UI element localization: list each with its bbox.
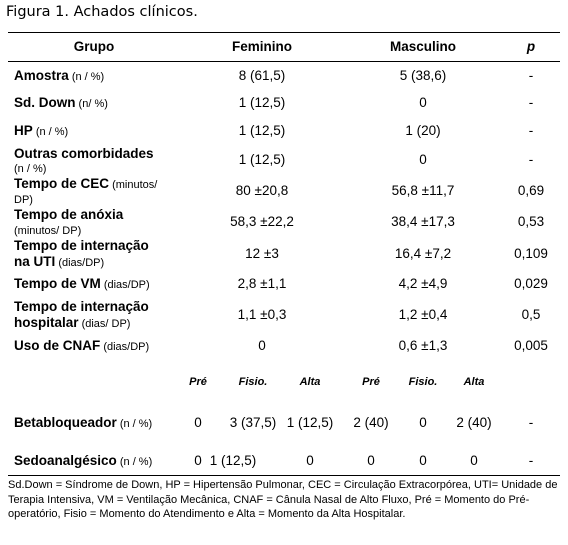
row-label-sd-down: Sd. Down (n/ %) [14,95,108,110]
cell-masc: 16,4 ±7,2 [394,246,452,261]
cell-alta-masc: 2 (40) [456,415,492,430]
cell-p: - [528,453,534,468]
cell-p: - [528,415,534,430]
cell-p: - [528,95,534,110]
cell-alta-fem: 1 (12,5) [286,415,334,430]
row-unit: (n / %) [14,163,47,175]
row-label-sedoanalgesico: Sedoanalgésico (n / %) [14,453,153,468]
row-label-amostra: Amostra (n / %) [14,68,105,83]
cell-masc: 0,6 ±1,3 [398,338,448,353]
row-label-betabloqueador: Betabloqueador (n / %) [14,415,153,430]
cell-fisio-masc: 0 [419,453,427,468]
cell-alta-masc: 0 [470,453,478,468]
row-label-line2: na UTI (dias/DP) [14,254,105,269]
subheader-pre-fem: Pré [189,376,207,388]
cell-fem: 12 ±3 [245,246,279,261]
cell-p: 0,5 [521,307,541,322]
subheader-fisio-fem: Fisio. [238,376,268,388]
cell-fem: 8 (61,5) [238,68,286,83]
cell-fem: 58,3 ±22,2 [230,214,294,229]
cell-masc: 38,4 ±17,3 [391,214,455,229]
header-p: p [526,39,536,54]
cell-p: 0,005 [514,338,548,353]
cell-fisio-fem: 3 (37,5) [229,415,277,430]
table-bottom-rule [8,475,560,476]
cell-masc: 0 [419,95,427,110]
figure-caption: Figura 1. Achados clínicos. [6,4,198,20]
row-label-uso-cnaf: Uso de CNAF (dias/DP) [14,338,150,353]
cell-fem: 80 ±20,8 [235,183,289,198]
table-top-rule [8,32,560,33]
cell-pre-masc: 0 [367,453,375,468]
row-label-tempo-internacao-hospitalar: Tempo de internação [14,299,149,314]
cell-pre-fem: 0 [194,415,202,430]
cell-p: - [528,152,534,167]
cell-fem: 1 (12,5) [238,123,286,138]
cell-masc: 1 (20) [405,123,441,138]
cell-p: 0,69 [517,183,545,198]
row-unit: DP) [14,194,33,206]
row-label-tempo-anoxia: Tempo de anóxia [14,207,124,222]
table-header-rule [8,61,560,62]
row-label-outras-comorbidades: Outras comorbidades [14,146,154,161]
cell-masc: 4,2 ±4,9 [398,276,448,291]
table-footnote: Sd.Down = Síndrome de Down, HP = Hipertensão Pulmonar, CEC = Circulação Extracorpórea, UTI= Unidade de Terapia Intensiva, VM = Ventilação Mecânica, CNAF = Cânula Nasal de Alto Fluxo, Pré = Momento do Pré-operatório, Fisio = Momento do Atendimento e Alta = Momento da Alta Hospitalar. [8,479,558,520]
cell-alta-fem: 0 [306,453,314,468]
subheader-fisio-masc: Fisio. [408,376,438,388]
cell-pre-fem: 0 [194,453,202,468]
row-unit: (minutos/ DP) [14,225,82,237]
cell-masc: 56,8 ±11,7 [391,183,455,198]
cell-p: 0,53 [517,214,545,229]
subheader-alta-masc: Alta [463,376,485,388]
header-group: Grupo [73,39,115,54]
header-feminino: Feminino [232,39,292,54]
cell-p: 0,029 [514,276,548,291]
cell-fem: 2,8 ±1,1 [237,276,287,291]
cell-fem: 1 (12,5) [238,95,286,110]
subheader-alta-fem: Alta [299,376,321,388]
cell-fem: 0 [258,338,266,353]
cell-fisio-fem: 1 (12,5) [209,453,257,468]
row-label-tempo-internacao-uti: Tempo de internação [14,238,149,253]
header-masculino: Masculino [389,39,457,54]
row-label-tempo-vm: Tempo de VM (dias/DP) [14,276,150,291]
cell-p: 0,109 [514,246,548,261]
cell-pre-masc: 2 (40) [353,415,389,430]
row-label-hp: HP (n / %) [14,123,69,138]
cell-p: - [528,68,534,83]
cell-fem: 1,1 ±0,3 [237,307,287,322]
cell-masc: 5 (38,6) [399,68,447,83]
cell-masc: 1,2 ±0,4 [398,307,448,322]
cell-masc: 0 [419,152,427,167]
cell-fisio-masc: 0 [419,415,427,430]
cell-p: - [528,123,534,138]
cell-fem: 1 (12,5) [238,152,286,167]
subheader-pre-masc: Pré [362,376,380,388]
row-label-tempo-cec: Tempo de CEC (minutos/ [14,176,158,191]
row-label-line2: hospitalar (dias/ DP) [14,315,131,330]
